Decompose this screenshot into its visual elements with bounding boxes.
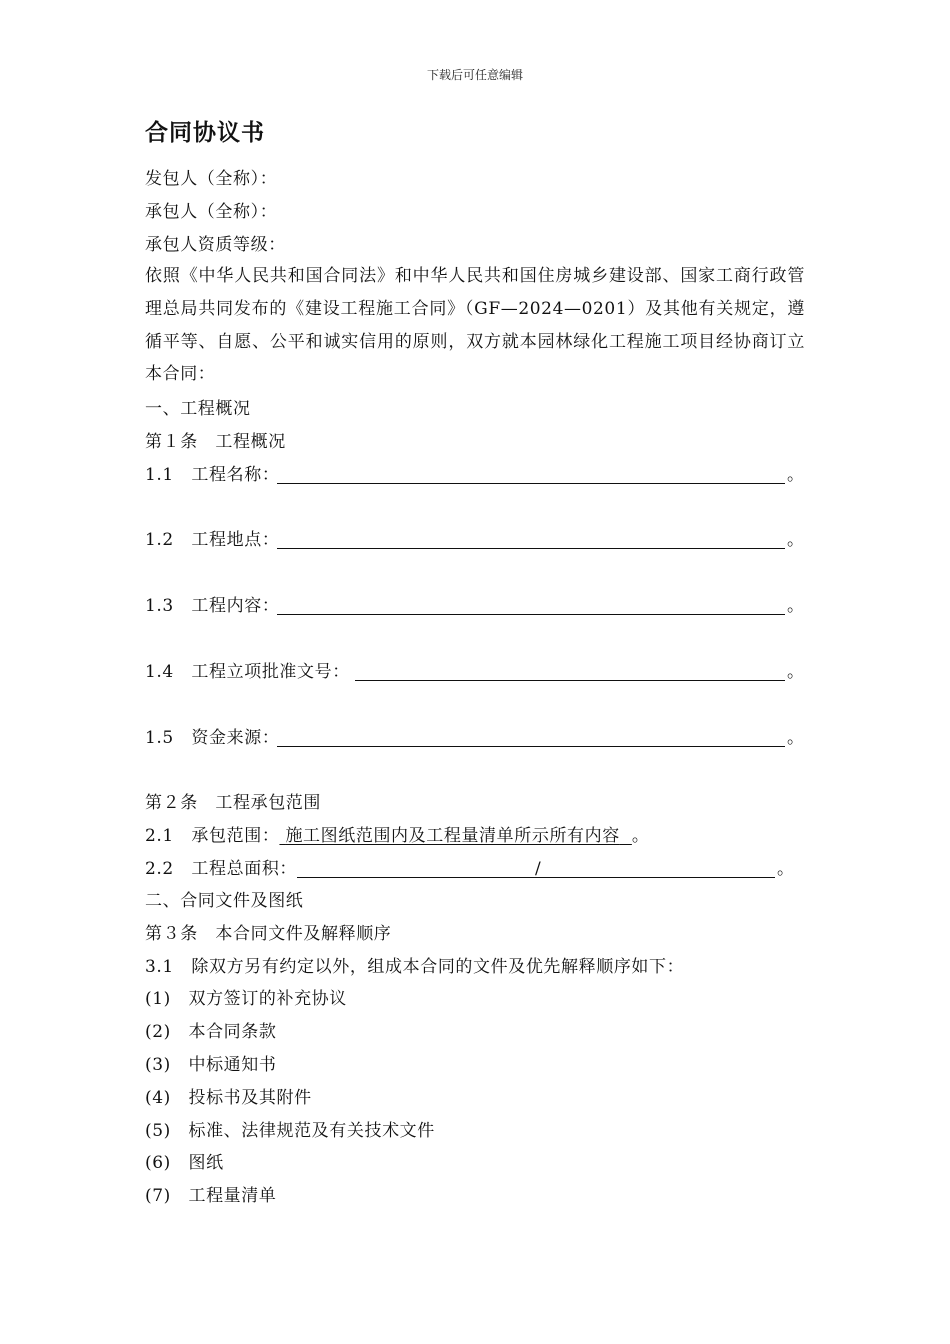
scope-value-text: 施工图纸范围内及工程量清单所示所有内容 xyxy=(285,826,620,846)
qualification-line: 承包人资质等级： xyxy=(145,235,286,255)
article3-heading: 第３条 本合同文件及解释顺序 xyxy=(145,924,392,944)
field-label: 2.2 工程总面积： xyxy=(145,859,298,879)
page-header-note: 下载后可任意编辑 xyxy=(426,68,523,82)
field-label: 1.1 工程名称： xyxy=(145,465,280,485)
article2-heading: 第２条 工程承包范围 xyxy=(145,793,321,813)
field-contract-scope xyxy=(145,825,805,847)
intro-paragraph: 依照《中华人民共和国合同法》和中华人民共和国住房城乡建设部、国家工商行政管理总局共同发布的《建设工程施工合同》（GF—2024—0201）及其他有关规定，遵循平等、自愿、公平和诚实信用的原则，双方就本园林绿化工程施工项目经协商订立本合同： xyxy=(145,266,805,385)
field-label: 1.3 工程内容： xyxy=(145,596,280,616)
section1-heading: 一、工程概况 xyxy=(145,399,251,419)
field-project-content xyxy=(145,595,805,617)
list-item: (2) 本合同条款 xyxy=(145,1022,277,1042)
scope-label: 2.1 承包范围： xyxy=(145,826,280,846)
list-item: (5) 标准、法律规范及有关技术文件 xyxy=(145,1121,435,1141)
field-total-area xyxy=(145,858,805,880)
field-project-location xyxy=(145,529,805,551)
field-end-mark: 。 xyxy=(787,662,805,682)
contractor-line: 承包人（全称）： xyxy=(145,202,278,222)
field-label: 1.2 工程地点： xyxy=(145,530,280,550)
blank-line[interactable] xyxy=(355,680,785,681)
field-label xyxy=(145,825,649,847)
field-project-name xyxy=(145,464,805,486)
list-item: (3) 中标通知书 xyxy=(145,1055,277,1075)
article1-heading: 第１条 工程概况 xyxy=(145,432,286,452)
field-approval-number xyxy=(145,661,805,683)
field-end-mark: 。 xyxy=(787,596,805,616)
field-end-mark: 。 xyxy=(777,859,795,879)
field-label: 1.4 工程立项批准文号： xyxy=(145,662,350,682)
document-title: 合同协议书 xyxy=(145,120,265,146)
scope-end-mark: 。 xyxy=(631,826,650,846)
section2-heading: 二、合同文件及图纸 xyxy=(145,891,304,911)
field-end-mark: 。 xyxy=(787,530,805,550)
field-label: 1.5 资金来源： xyxy=(145,728,280,748)
blank-line[interactable] xyxy=(277,483,785,484)
scope-value xyxy=(279,826,631,846)
field-end-mark: 。 xyxy=(787,465,805,485)
list-item: (6) 图纸 xyxy=(145,1153,224,1173)
clause-3-1: 3.1 除双方另有约定以外，组成本合同的文件及优先解释顺序如下： xyxy=(145,957,685,977)
field-end-mark: 。 xyxy=(787,728,805,748)
area-slash: / xyxy=(535,859,542,879)
field-fund-source xyxy=(145,727,805,749)
blank-line[interactable] xyxy=(277,614,785,615)
employer-line: 发包人（全称）： xyxy=(145,169,278,189)
blank-line[interactable] xyxy=(277,548,785,549)
list-item: (1) 双方签订的补充协议 xyxy=(145,989,347,1009)
list-item: (7) 工程量清单 xyxy=(145,1186,277,1206)
blank-line[interactable] xyxy=(277,746,785,747)
list-item: (4) 投标书及其附件 xyxy=(145,1088,312,1108)
